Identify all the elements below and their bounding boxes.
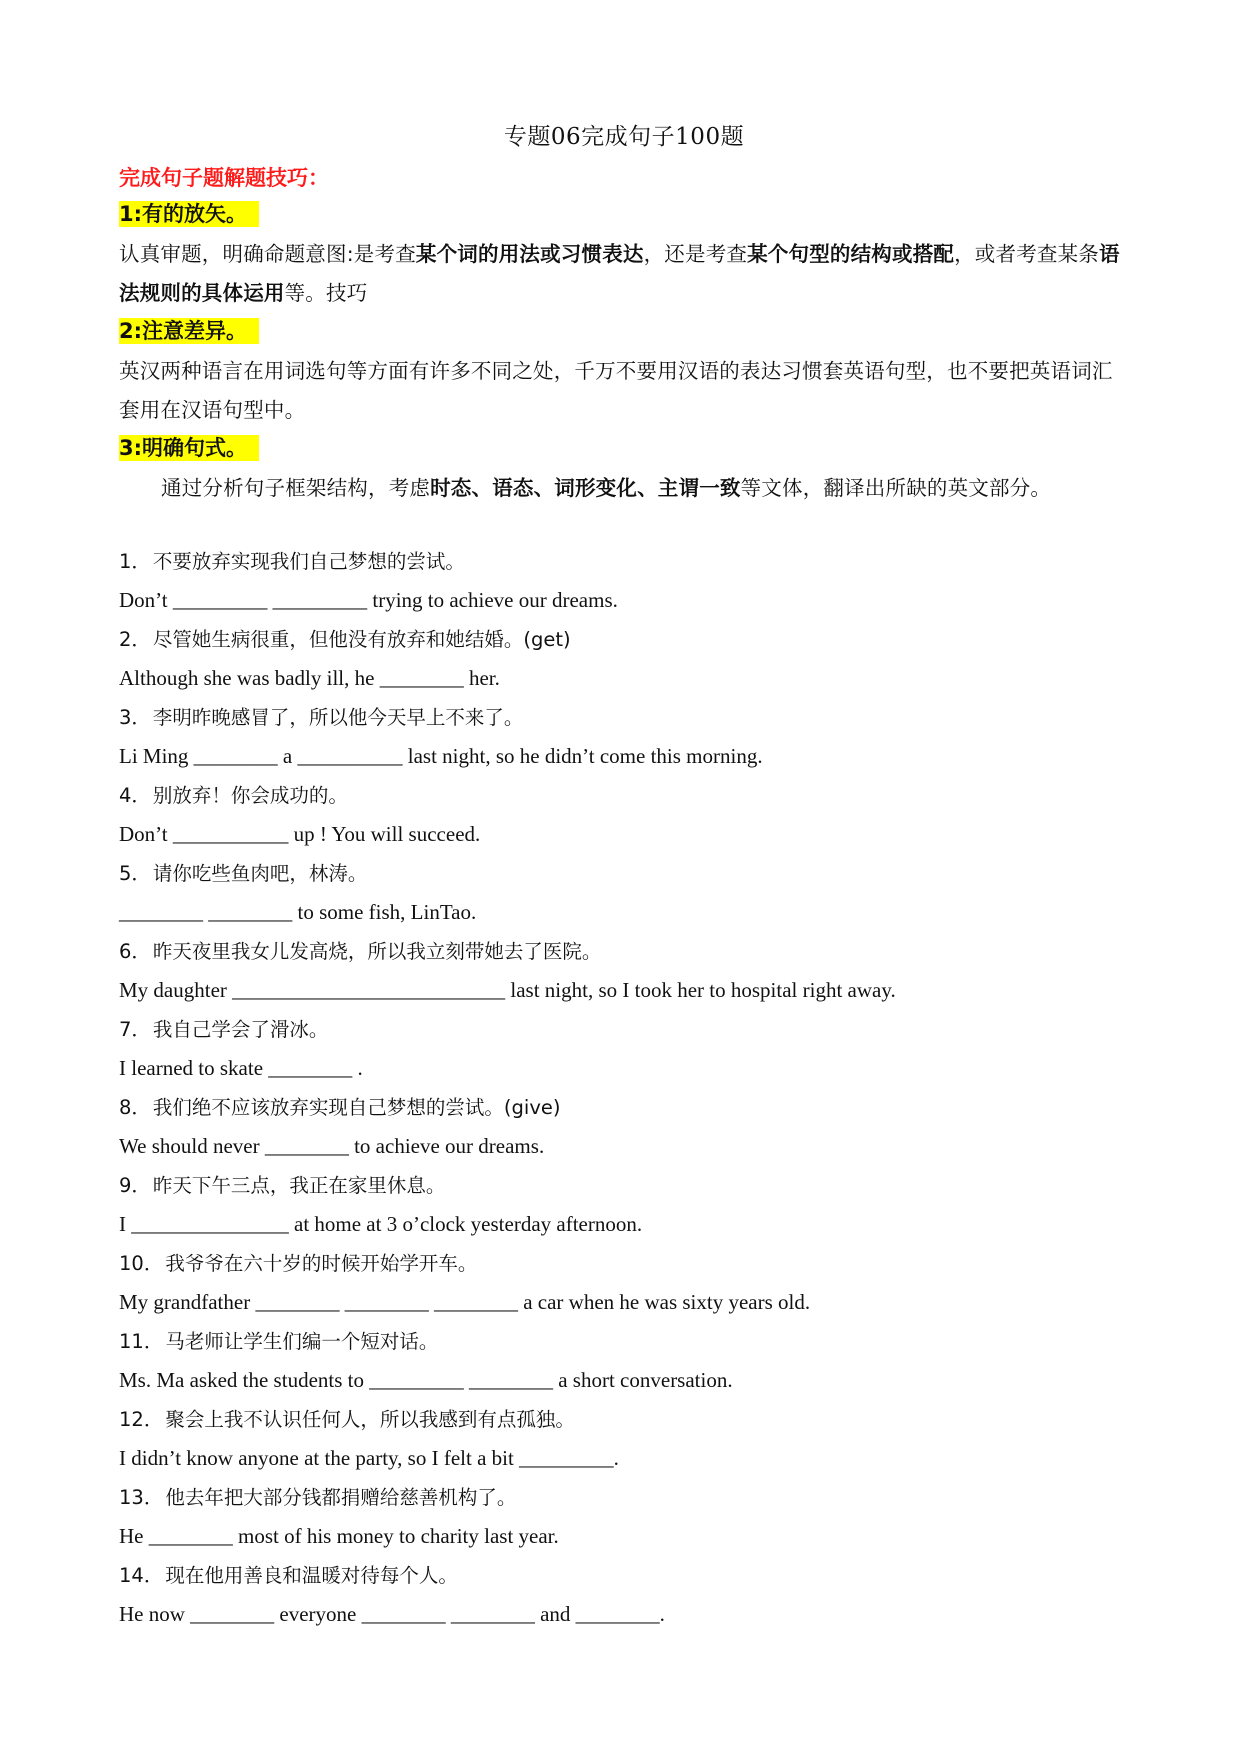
question-english: I didn’t know anyone at the party, so I felt a bit _________.	[119, 1446, 619, 1470]
question-english: Ms. Ma asked the students to _________ ________ a short conversation.	[119, 1368, 733, 1392]
question-english: Don’t _________ _________ trying to achieve our dreams.	[119, 588, 618, 612]
question-item	[119, 1478, 1129, 1556]
question-item	[119, 1010, 1129, 1088]
question-chinese: 尽管她生病很重，但他没有放弃和她结婚。(get)	[152, 628, 571, 651]
question-number: 11．	[119, 1330, 164, 1353]
question-item	[119, 1244, 1129, 1322]
question-item	[119, 1088, 1129, 1166]
question-chinese: 别放弃！你会成功的。	[152, 784, 348, 807]
question-english: We should never ________ to achieve our dreams.	[119, 1134, 545, 1158]
question-number: 9．	[119, 1174, 151, 1197]
question-prompt	[119, 1478, 1129, 1517]
tip3-label-line	[119, 430, 1129, 469]
question-prompt	[119, 1010, 1129, 1049]
tip1-label-line	[119, 196, 1129, 235]
document-page	[119, 120, 1129, 1634]
question-english: Although she was badly ill, he ________ her.	[119, 666, 500, 690]
question-prompt	[119, 932, 1129, 971]
question-chinese: 他去年把大部分钱都捐赠给慈善机构了。	[165, 1486, 517, 1509]
question-prompt	[119, 854, 1129, 893]
tip2-label: 2:注意差异。	[119, 318, 259, 344]
question-number: 4．	[119, 784, 151, 807]
question-chinese: 现在他用善良和温暖对待每个人。	[165, 1564, 458, 1587]
question-prompt	[119, 1166, 1129, 1205]
tip3-text: 通过分析句子框架结构，考虑时态、语态、词形变化、主谓一致等文体，翻译出所缺的英文部分。	[161, 476, 1052, 500]
question-chinese: 昨天夜里我女儿发高烧，所以我立刻带她去了医院。	[152, 940, 602, 963]
question-prompt	[119, 1400, 1129, 1439]
question-english: He ________ most of his money to charity last year.	[119, 1524, 559, 1548]
question-item	[119, 1322, 1129, 1400]
question-item	[119, 620, 1129, 698]
question-prompt	[119, 542, 1129, 581]
question-english: I learned to skate ________ .	[119, 1056, 363, 1080]
tips-heading: 完成句子题解题技巧：	[119, 166, 329, 190]
question-item	[119, 1556, 1129, 1634]
tip1-label: 1:有的放矢。	[119, 201, 259, 227]
question-number: 13．	[119, 1486, 164, 1509]
question-prompt	[119, 1556, 1129, 1595]
question-english: My daughter __________________________ last night, so I took her to hospital right away.	[119, 978, 896, 1002]
question-english: ________ ________ to some fish, LinTao.	[119, 900, 477, 924]
question-number: 5．	[119, 862, 151, 885]
question-chinese: 昨天下午三点，我正在家里休息。	[152, 1174, 446, 1197]
question-item	[119, 1166, 1129, 1244]
question-prompt	[119, 1244, 1129, 1283]
tip3-label: 3:明确句式。	[119, 435, 259, 461]
question-number: 6．	[119, 940, 151, 963]
question-item	[119, 1400, 1129, 1478]
question-chinese: 聚会上我不认识任何人，所以我感到有点孤独。	[165, 1408, 575, 1431]
question-english: Don’t ___________ up ! You will succeed.	[119, 822, 481, 846]
question-number: 1．	[119, 550, 151, 573]
question-prompt	[119, 620, 1129, 659]
question-number: 3．	[119, 706, 151, 729]
question-item	[119, 776, 1129, 854]
question-list	[119, 542, 1129, 1634]
question-prompt	[119, 1322, 1129, 1361]
question-chinese: 我爷爷在六十岁的时候开始学开车。	[165, 1252, 478, 1275]
question-english: My grandfather ________ ________ ________ a car when he was sixty years old.	[119, 1290, 811, 1314]
question-prompt	[119, 698, 1129, 737]
question-chinese: 我们绝不应该放弃实现自己梦想的尝试。(give)	[152, 1096, 561, 1119]
question-english: Li Ming ________ a __________ last night, so he didn’t come this morning.	[119, 744, 763, 768]
tip2-text: 英汉两种语言在用词选句等方面有许多不同之处，千万不要用汉语的表达习惯套英语句型，也不要把英语词汇套用在汉语句型中。	[119, 359, 1113, 422]
question-item	[119, 698, 1129, 776]
tip1-text: 认真审题，明确命题意图:是考查某个词的用法或习惯表达，还是考查某个句型的结构或搭配，或者考查某条语法规则的具体运用等。技巧	[119, 242, 1120, 305]
question-number: 10．	[119, 1252, 164, 1275]
question-number: 2．	[119, 628, 151, 651]
question-chinese: 不要放弃实现我们自己梦想的尝试。	[152, 550, 465, 573]
tip2-label-line	[119, 313, 1129, 352]
page-title: 专题06完成句子100题	[503, 124, 745, 150]
question-english: I _______________ at home at 3 o’clock yesterday afternoon.	[119, 1212, 643, 1236]
question-chinese: 李明昨晚感冒了，所以他今天早上不来了。	[152, 706, 524, 729]
question-item	[119, 542, 1129, 620]
question-item	[119, 854, 1129, 932]
question-english: He now ________ everyone ________ ________ and ________.	[119, 1602, 665, 1626]
question-chinese: 请你吃些鱼肉吧，林涛。	[152, 862, 368, 885]
question-number: 8．	[119, 1096, 151, 1119]
question-number: 12．	[119, 1408, 164, 1431]
question-chinese: 马老师让学生们编一个短对话。	[165, 1330, 439, 1353]
question-number: 7．	[119, 1018, 151, 1041]
question-prompt	[119, 776, 1129, 815]
question-prompt	[119, 1088, 1129, 1127]
question-item	[119, 932, 1129, 1010]
question-number: 14．	[119, 1564, 164, 1587]
question-chinese: 我自己学会了滑冰。	[152, 1018, 329, 1041]
